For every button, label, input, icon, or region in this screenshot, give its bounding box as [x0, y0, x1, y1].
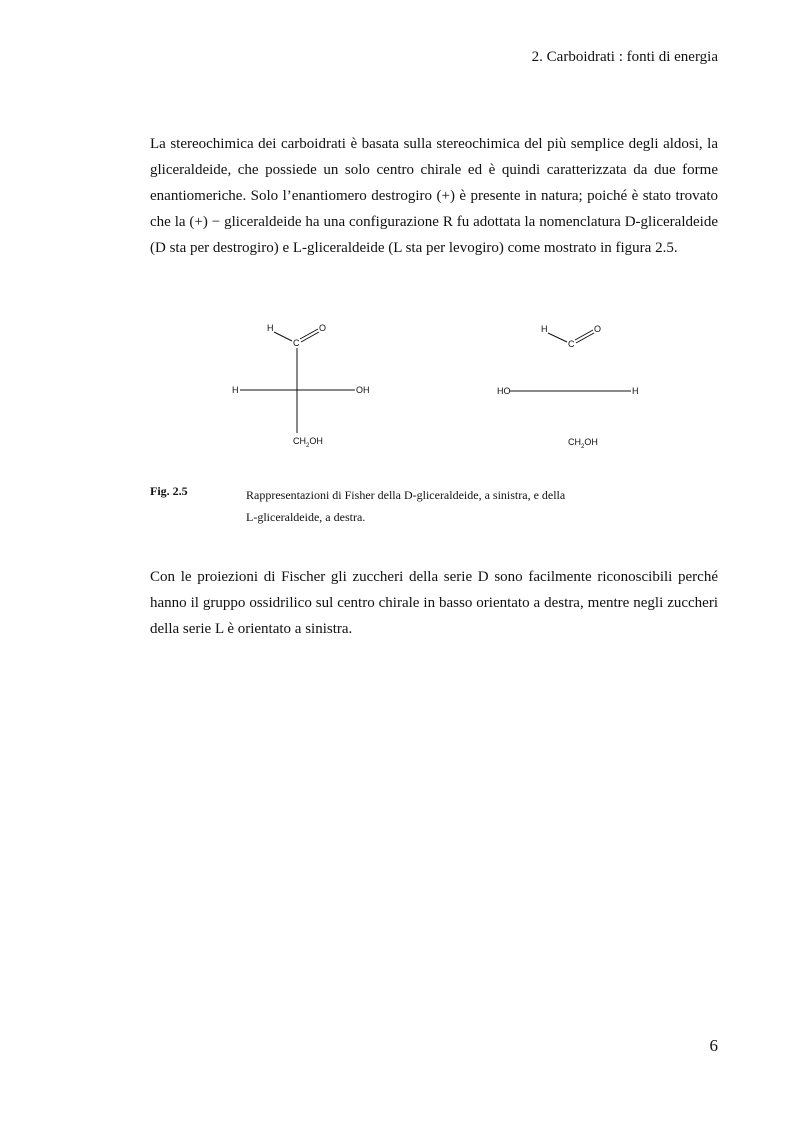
left-bond-ch — [274, 332, 292, 341]
l-glyceraldehyde-structure — [497, 324, 639, 450]
page-number: 6 — [709, 1036, 718, 1055]
left-top-o: O — [319, 323, 327, 333]
caption-line-2: L-gliceraldeide, a destra. — [246, 510, 366, 524]
left-sub-2: 2 — [306, 443, 310, 449]
paragraph-fischer: Con le proiezioni di Fischer gli zuccheri della serie D sono facilmente riconoscibili perché hanno il gruppo ossidrilico sul centro chirale in basso orientato a destra, mentre negli zuccheri della serie L è orientato a sinistra. — [150, 569, 718, 637]
fischer-diagram — [200, 314, 660, 462]
right-ho-substituent: HO — [497, 386, 511, 396]
left-ch: CH — [293, 436, 306, 446]
left-h-substituent: H — [232, 385, 239, 395]
left-ch2oh-group — [293, 436, 323, 449]
figure-caption-label: Fig. 2.5 — [150, 484, 188, 498]
right-top-o: O — [594, 324, 602, 334]
right-h-substituent: H — [632, 386, 639, 396]
left-oh-end: OH — [309, 436, 323, 446]
left-top-h: H — [267, 323, 274, 333]
right-oh-end: OH — [584, 437, 598, 447]
figure-fischer-projections — [200, 314, 660, 462]
right-bond-ch — [548, 333, 567, 342]
paragraph-stereochemistry: La stereochimica dei carboidrati è basata sulla stereochimica del più semplice degli aldosi, la gliceraldeide, che possiede un solo centro chirale ed è quindi caratterizzata da due forme enantiomeriche. Solo l’enantiomero destrogiro (+) è presente in natura; poiché è stato trovato che la (+) − gliceraldeide ha una configurazione R fu adottata la nomenclatura D-gliceraldeide (D sta per destrogiro) e L-gliceraldeide (L sta per levogiro) come mostrato in figura 2.5. — [150, 136, 718, 256]
figure-caption — [246, 484, 646, 528]
left-top-c: C — [293, 338, 300, 348]
caption-line-1: Rappresentazioni di Fisher della D-gliceraldeide, a sinistra, e della — [246, 488, 566, 502]
running-header: 2. Carboidrati : fonti di energia — [531, 49, 718, 65]
right-ch: CH — [568, 437, 581, 447]
right-top-h: H — [541, 324, 548, 334]
left-oh-substituent: OH — [356, 385, 370, 395]
right-sub-2: 2 — [581, 444, 585, 450]
right-top-c: C — [568, 339, 575, 349]
right-ch2oh-group — [568, 437, 598, 450]
d-glyceraldehyde-structure — [232, 323, 370, 449]
